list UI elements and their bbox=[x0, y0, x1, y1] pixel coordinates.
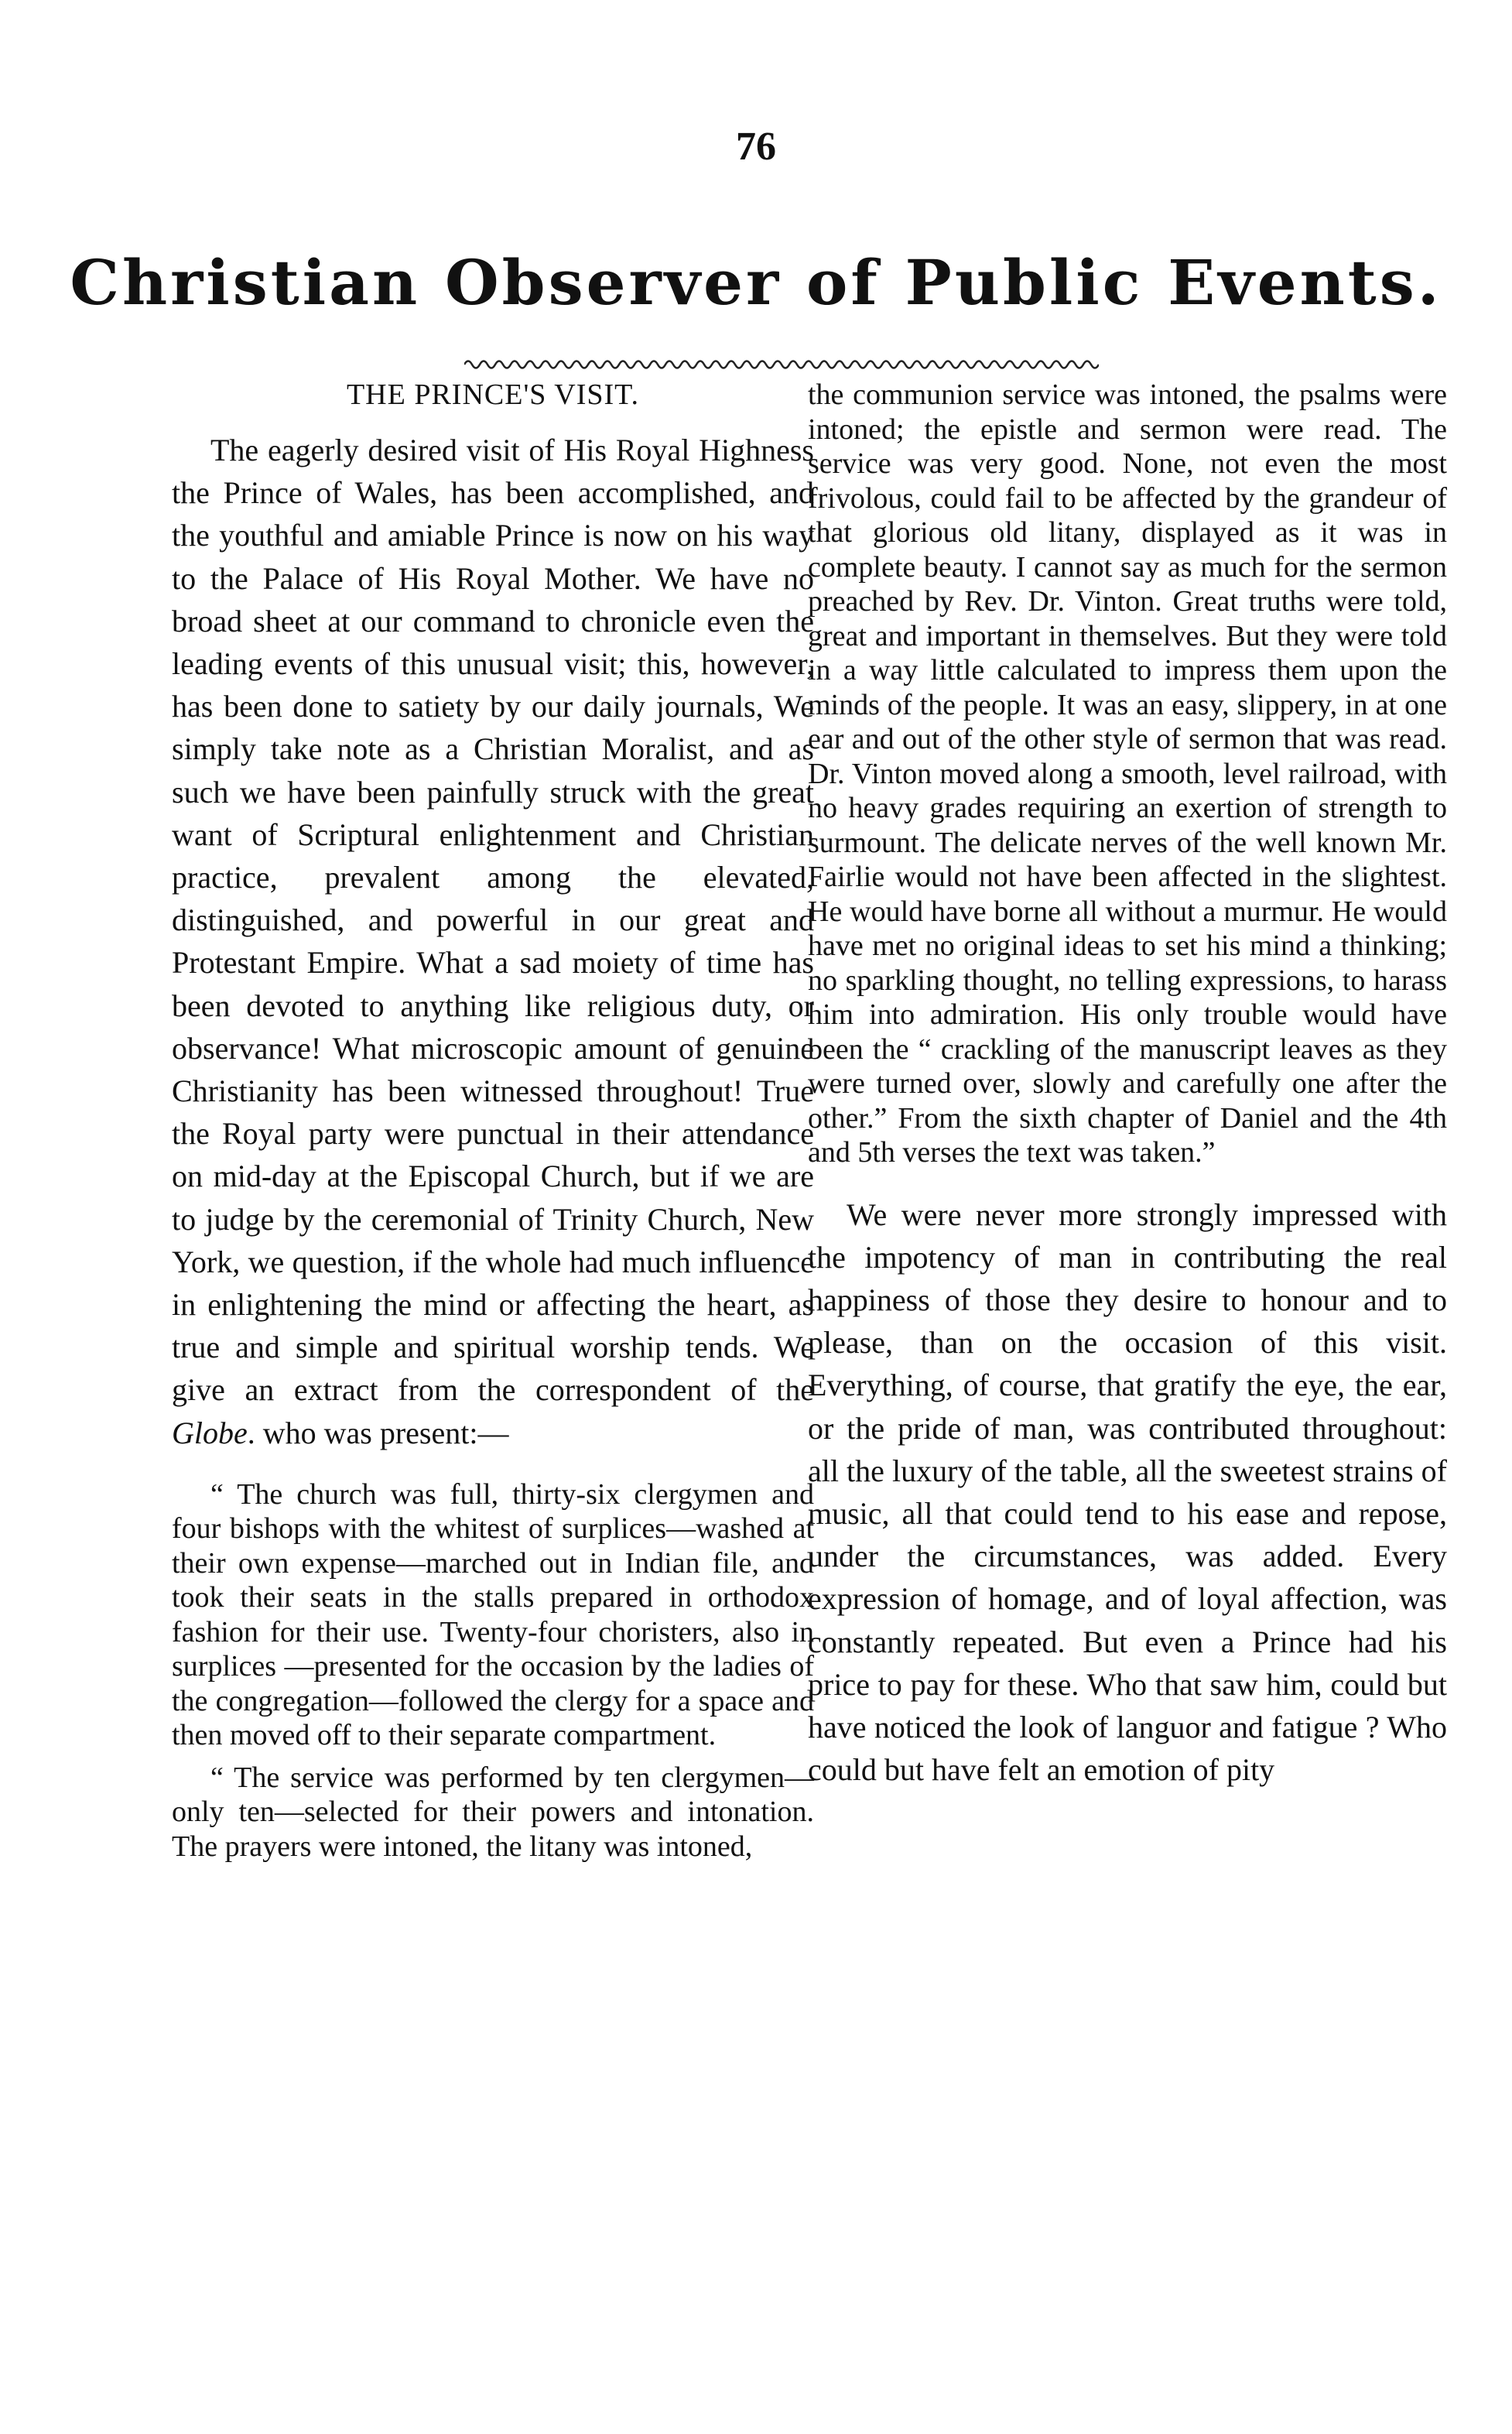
globe-emphasis: Globe bbox=[172, 1415, 248, 1450]
closing-paragraph: We were never more strongly impressed with the impotency of man in contributing the real happiness of those they desire to honour and to please, than on the occasion of this visit. Everything, of course, that gratify the eye, the ear, or the pride of man, was contributed throughout: all the luxury of the table, all the sweetest strains of music, all that could tend to his ease and repose, under the circumstances, was added. Every expression of homage, and of loyal affection, was constantly repeated. But even a Prince had his price to pay for these. Who that saw him, could but have noticed the look of languor and fatigue ? Who could but have felt an emotion of pity bbox=[808, 1196, 1447, 1788]
masthead-title: Christian Observer of Public Events. bbox=[70, 246, 1442, 319]
page-number: 76 bbox=[736, 125, 776, 169]
article-heading: THE PRINCE'S VISIT. bbox=[346, 378, 640, 411]
quote-paragraph-2-continued: the communion service was intoned, the psalms were intoned; the epistle and sermon were read. The service was very good. None, not even the most frivolous, could fail to be affected by the grandeur of that glorious old litany, displayed as it was in complete beauty. I cannot say as much for the sermon preached by Rev. Dr. Vinton. Great truths were told, great and important in themselves. But they were told in a way little calculated to impress them upon the minds of the people. It was an easy, slippery, in at one ear and out of the other style of sermon that was read. Dr. Vinton moved along a smooth, level railroad, with no heavy grades requiring an exertion of strength to surmount. The delicate nerves of the well known Mr. Fairlie would not have been affected in the slightest. He would have borne all without a murmur. He would have met no original ideas to set his mind a thinking; no sparkling thought, no telling expressions, to harass him into admiration. His only trouble would have been the “ crackling of the manuscript leaves as they were turned over, slowly and carefully one after the other.” From the sixth chapter of Daniel and the 4th and 5th verses the text was taken.” bbox=[808, 378, 1447, 1169]
intro-paragraph bbox=[172, 429, 814, 1454]
decorative-wavy-rule bbox=[464, 356, 1099, 373]
quote-paragraph-2-start: “ The service was performed by ten clergymen—only ten—selected for their powers and intonation. The prayers were intoned, the litany was intoned, bbox=[172, 1761, 814, 1863]
quote-paragraph-1: “ The church was full, thirty-six clergymen and four bishops with the whitest of surplices—washed at their own expense—marched out in Indian file, and took their seats in the stalls prepared in orthodox fashion for their use. Twenty-four choristers, also in surplices —presented for the occasion by the ladies of the congregation—followed the clergy for a space and then moved off to their separate compartment. bbox=[172, 1477, 814, 1752]
intro-text: The eagerly desired visit of His Royal Highness the Prince of Wales, has been accomplished, and the youthful and amiable Prince is now on his way to the Palace of His Royal Mother. We have no broad sheet at our command to chronicle even the leading events of this unusual visit; this, however, has been done to satiety by our daily journals, We simply take note as a Christian Moralist, and as such we have been painfully struck with the great want of Scriptural enlightenment and Christian practice, prevalent among the elevated, distinguished, and powerful in our great and Protestant Empire. What a sad moiety of time has been devoted to anything like religious duty, or observance! What microscopic amount of genuine Christianity has been witnessed throughout! True the Royal party were punctual in their attendance on mid-day at the Episcopal Church, but if we are to judge by the ceremonial of Trinity Church, New York, we question, if the whole had much influence in enlightening the mind or affecting the heart, as true and simple and spiritual worship tends. We give an extract from the correspondent of the bbox=[172, 433, 814, 1408]
right-column bbox=[808, 378, 1447, 1791]
intro-end: . who was present:— bbox=[247, 1415, 509, 1450]
left-column bbox=[172, 378, 814, 1864]
